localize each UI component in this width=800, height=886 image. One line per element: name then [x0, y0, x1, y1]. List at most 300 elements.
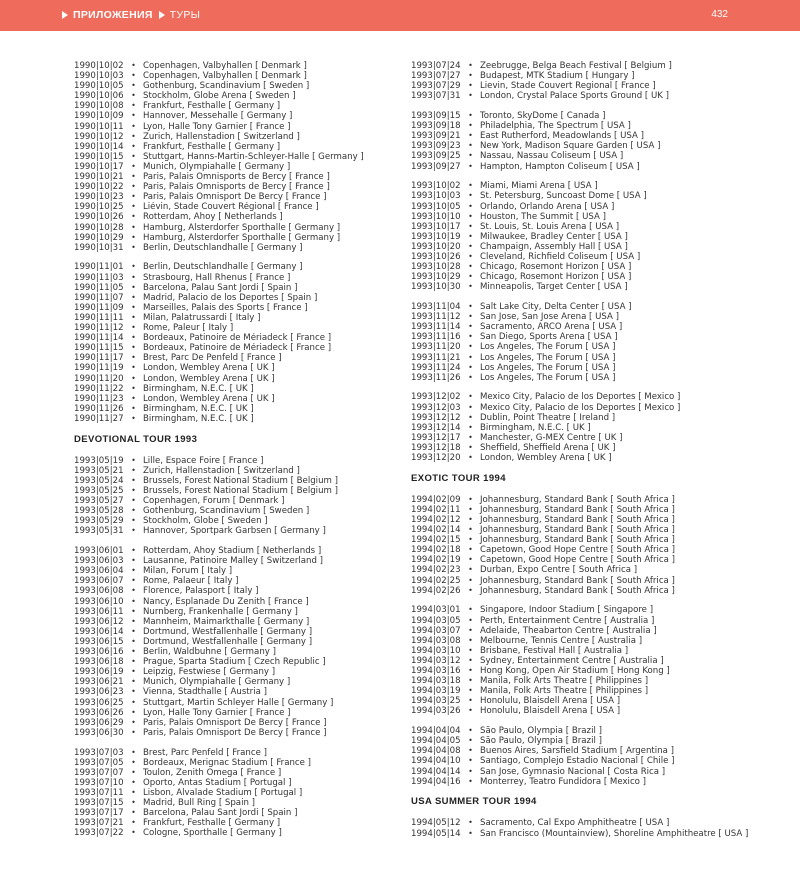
concert-venue: Birmingham, N.E.C. [ UK ] [143, 413, 254, 424]
concert-date: 1993|11|26 [411, 372, 461, 383]
bullet-icon: • [131, 323, 136, 333]
bullet-icon: • [468, 686, 473, 696]
concert-row [411, 312, 751, 322]
bullet-icon: • [468, 828, 473, 838]
concert-row [74, 374, 414, 384]
concert-venue: St. Louis, St. Louis Arena [ USA ] [480, 221, 620, 232]
concert-row [74, 101, 414, 111]
concert-venue: Brisbane, Festival Hall [ Australia ] [480, 645, 629, 656]
concert-date: 1993|06|26 [74, 707, 124, 718]
concert-venue: Lyon, Halle Tony Garnier [ France ] [143, 121, 291, 132]
concert-date: 1993|06|07 [74, 576, 124, 587]
concert-date: 1993|06|10 [74, 596, 124, 607]
concert-date: 1993|10|02 [411, 181, 461, 192]
concert-venue: Toronto, SkyDome [ Canada ] [480, 111, 606, 122]
concert-venue: Houston, The Summit [ USA ] [480, 211, 606, 222]
concert-date: 1993|06|30 [74, 727, 124, 738]
bullet-icon: • [131, 727, 136, 737]
bullet-icon: • [131, 626, 136, 636]
concert-row [411, 353, 751, 363]
bullet-icon: • [131, 161, 136, 171]
bullet-icon: • [131, 71, 136, 81]
concert-row [74, 597, 414, 607]
concert-venue: Dortmund, Westfallenhalle [ Germany ] [143, 636, 313, 647]
concert-row [74, 576, 414, 586]
concert-date: 1993|06|21 [74, 677, 124, 688]
bullet-icon: • [131, 373, 136, 383]
concert-date: 1990|11|14 [74, 333, 124, 344]
bullet-icon: • [468, 565, 473, 575]
concert-row [74, 71, 414, 81]
concert-date: 1990|10|21 [74, 172, 124, 183]
concert-date: 1990|10|28 [74, 222, 124, 233]
concert-row [74, 607, 414, 617]
concert-venue: Hampton, Hampton Coliseum [ USA ] [480, 161, 640, 172]
concert-venue: Paris, Palais Omnisport De Bercy [ France ] [143, 192, 327, 203]
concert-row [411, 565, 751, 575]
concert-row [411, 342, 751, 352]
bullet-icon: • [131, 516, 136, 526]
concert-venue: Milwaukee, Bradley Center [ USA ] [480, 231, 628, 242]
concert-date: 1994|04|04 [411, 726, 461, 737]
concert-date: 1993|06|18 [74, 657, 124, 668]
concert-venue: Chicago, Rosemont Horizon [ USA ] [480, 272, 632, 283]
concert-venue: Sydney, Entertainment Centre [ Australia ] [480, 655, 664, 666]
concert-venue: East Rutherford, Meadowlands [ USA ] [480, 131, 644, 142]
concert-date: 1990|10|15 [74, 151, 124, 162]
concert-row [411, 71, 751, 81]
concert-row [74, 152, 414, 162]
concert-date: 1993|09|21 [411, 131, 461, 142]
bullet-icon: • [131, 363, 136, 373]
concert-date: 1990|10|11 [74, 121, 124, 132]
concert-date: 1993|09|15 [411, 111, 461, 122]
concert-row [411, 111, 751, 121]
concert-row [411, 252, 751, 262]
bullet-icon: • [468, 504, 473, 514]
bullet-icon: • [468, 272, 473, 282]
concert-venue: Manila, Folk Arts Theatre [ Philippines ] [480, 676, 649, 687]
concert-row [411, 202, 751, 212]
concert-venue: São Paulo, Olympia [ Brazil ] [480, 736, 602, 747]
concert-venue: Bordeaux, Patinoire de Mériadeck [ France ] [143, 343, 332, 354]
concert-venue: London, Wembley Arena [ UK ] [143, 393, 275, 404]
concert-venue: San Diego, Sports Arena [ USA ] [480, 332, 618, 343]
concert-row [411, 646, 751, 656]
concert-venue: Munich, Olympiahalle [ Germany ] [143, 677, 291, 688]
bullet-icon: • [131, 596, 136, 606]
concert-row [411, 706, 751, 716]
concert-row [74, 798, 414, 808]
concert-venue: Sheffield, Sheffield Arena [ UK ] [480, 442, 616, 453]
concert-row [74, 768, 414, 778]
concert-date: 1993|06|25 [74, 697, 124, 708]
concert-venue: New York, Madison Square Garden [ USA ] [480, 141, 661, 152]
concert-date: 1990|11|05 [74, 282, 124, 293]
bullet-icon: • [468, 111, 473, 121]
concert-date: 1990|11|07 [74, 292, 124, 303]
concert-date: 1993|09|25 [411, 151, 461, 162]
concert-venue: Los Angeles, The Forum [ USA ] [480, 342, 616, 353]
bullet-icon: • [468, 251, 473, 261]
bullet-icon: • [468, 392, 473, 402]
concert-venue: Johannesburg, Standard Bank [ South Africa ] [480, 494, 675, 505]
bullet-icon: • [131, 657, 136, 667]
concert-venue: Salt Lake City, Delta Center [ USA ] [480, 302, 632, 313]
concert-date: 1993|07|29 [411, 81, 461, 92]
bullet-icon: • [131, 222, 136, 232]
concert-date: 1993|09|23 [411, 141, 461, 152]
concert-venue: Gothenburg, Scandinavium [ Sweden ] [143, 81, 310, 92]
concert-date: 1993|05|24 [74, 475, 124, 486]
concert-venue: Zeebrugge, Belga Beach Festival [ Belgium ] [480, 61, 672, 71]
date-group [74, 546, 414, 738]
bullet-icon: • [131, 798, 136, 808]
tour-title: DEVOTIONAL TOUR 1993 [74, 433, 198, 445]
concert-row [74, 182, 414, 192]
concert-venue: Bordeaux, Merignac Stadium [ France ] [143, 757, 312, 768]
concert-date: 1994|02|15 [411, 535, 461, 546]
concert-date: 1994|05|12 [411, 818, 461, 829]
bullet-icon: • [131, 343, 136, 353]
bullet-icon: • [131, 697, 136, 707]
bullet-icon: • [468, 726, 473, 736]
concert-venue: Stockholm, Globe [ Sweden ] [143, 516, 268, 527]
concert-date: 1990|11|20 [74, 373, 124, 384]
concert-row [411, 413, 751, 423]
date-group [74, 262, 414, 424]
bullet-icon: • [468, 605, 473, 615]
concert-venue: Paris, Palais Omnisport De Bercy [ France ] [143, 717, 327, 728]
concert-row [74, 404, 414, 414]
bullet-icon: • [468, 181, 473, 191]
concert-date: 1990|10|22 [74, 182, 124, 193]
concert-row [411, 363, 751, 373]
concert-row [411, 162, 751, 172]
concert-date: 1993|10|29 [411, 272, 461, 283]
bullet-icon: • [131, 647, 136, 657]
concert-row [74, 394, 414, 404]
concert-row [74, 698, 414, 708]
concert-venue: San Jose, Gymnasio Nacional [ Costa Rica ] [480, 766, 666, 777]
bullet-icon: • [131, 151, 136, 161]
concert-row [411, 777, 751, 787]
bullet-icon: • [468, 131, 473, 141]
concert-venue: Florence, Palasport [ Italy ] [143, 586, 259, 597]
concert-venue: Monterrey, Teatro Fundidora [ Mexico ] [480, 776, 647, 787]
concert-venue: Capetown, Good Hope Centre [ South Africa ] [480, 545, 675, 556]
concert-date: 1990|10|05 [74, 81, 124, 92]
concert-date: 1993|12|03 [411, 402, 461, 413]
bullet-icon: • [468, 282, 473, 292]
concert-venue: Sacramento, ARCO Arena [ USA ] [480, 322, 623, 333]
concert-row [74, 384, 414, 394]
concert-row [74, 828, 414, 838]
bullet-icon: • [468, 676, 473, 686]
concert-row [74, 262, 414, 272]
concert-venue: Hannover, Sportpark Garbsen [ Germany ] [143, 526, 326, 537]
concert-date: 1990|10|29 [74, 232, 124, 243]
bullet-icon: • [131, 182, 136, 192]
concert-venue: London, Wembley Arena [ UK ] [143, 373, 275, 384]
concert-date: 1993|12|12 [411, 412, 461, 423]
bullet-icon: • [131, 546, 136, 556]
concert-date: 1993|07|10 [74, 777, 124, 788]
concert-venue: Cologne, Sporthalle [ Germany ] [143, 828, 282, 839]
concert-venue: Hamburg, Alsterdorfer Sporthalle [ Germany ] [143, 232, 341, 243]
concert-date: 1993|07|07 [74, 767, 124, 778]
bullet-icon: • [131, 707, 136, 717]
bullet-icon: • [468, 231, 473, 241]
concert-date: 1990|11|19 [74, 363, 124, 374]
concert-venue: Stockholm, Globe Arena [ Sweden ] [143, 91, 296, 102]
bullet-icon: • [468, 362, 473, 372]
concert-date: 1990|11|01 [74, 262, 124, 273]
concert-date: 1994|04|10 [411, 756, 461, 767]
concert-row [74, 748, 414, 758]
bullet-icon: • [468, 151, 473, 161]
concert-row [411, 272, 751, 282]
concert-date: 1993|07|21 [74, 818, 124, 829]
concert-date: 1994|03|25 [411, 696, 461, 707]
concert-venue: Lille, Espace Foire [ France ] [143, 455, 264, 466]
bullet-icon: • [131, 787, 136, 797]
concert-row [411, 505, 751, 515]
concert-date: 1990|10|03 [74, 71, 124, 82]
concert-row [411, 262, 751, 272]
concert-row [74, 506, 414, 516]
bullet-icon: • [468, 545, 473, 555]
concert-date: 1993|11|04 [411, 302, 461, 313]
concert-row [74, 293, 414, 303]
concert-row [74, 343, 414, 353]
bullet-icon: • [468, 422, 473, 432]
concert-venue: Miami, Miami Arena [ USA ] [480, 181, 598, 192]
concert-row [74, 223, 414, 233]
concert-date: 1993|07|03 [74, 747, 124, 758]
bullet-icon: • [468, 141, 473, 151]
concert-venue: Paris, Palais Omnisports de Bercy [ France ] [143, 172, 330, 183]
concert-row [74, 637, 414, 647]
concert-date: 1993|07|15 [74, 798, 124, 809]
concert-date: 1990|10|26 [74, 212, 124, 223]
bullet-icon: • [131, 272, 136, 282]
bullet-icon: • [131, 383, 136, 393]
concert-date: 1993|10|20 [411, 241, 461, 252]
concert-date: 1990|11|11 [74, 312, 124, 323]
concert-row [411, 676, 751, 686]
concert-venue: Paris, Palais Omnisport De Bercy [ France ] [143, 727, 327, 738]
concert-date: 1990|10|14 [74, 141, 124, 152]
concert-venue: Copenhagen, Valbyhallen [ Denmark ] [143, 71, 307, 82]
bullet-icon: • [131, 111, 136, 121]
concert-row [74, 283, 414, 293]
concert-date: 1994|03|08 [411, 635, 461, 646]
concert-row [74, 516, 414, 526]
date-group [411, 726, 751, 787]
date-group [411, 111, 751, 172]
concert-venue: Budapest, MTK Stadium [ Hungary ] [480, 71, 635, 82]
bullet-icon: • [131, 91, 136, 101]
concert-row [74, 466, 414, 476]
bullet-icon: • [131, 312, 136, 322]
concert-date: 1993|09|18 [411, 121, 461, 132]
bullet-icon: • [131, 403, 136, 413]
concert-date: 1990|11|26 [74, 403, 124, 414]
concert-venue: Champaign, Assembly Hall [ USA ] [480, 241, 628, 252]
concert-row [411, 818, 751, 828]
concert-date: 1994|02|19 [411, 555, 461, 566]
concert-row [411, 282, 751, 292]
concert-date: 1994|03|10 [411, 645, 461, 656]
concert-date: 1994|04|08 [411, 746, 461, 757]
concert-row [74, 496, 414, 506]
bullet-icon: • [131, 667, 136, 677]
right-column [411, 61, 751, 848]
bullet-icon: • [131, 757, 136, 767]
concert-row [411, 576, 751, 586]
concert-row [411, 616, 751, 626]
bullet-icon: • [131, 767, 136, 777]
concert-venue: Johannesburg, Standard Bank [ South Africa ] [480, 535, 675, 546]
bullet-icon: • [468, 201, 473, 211]
concert-date: 1994|03|01 [411, 605, 461, 616]
concert-venue: Hong Kong, Open Air Stadium [ Hong Kong ] [480, 666, 670, 676]
concert-venue: Johannesburg, Standard Bank [ South Africa ] [480, 504, 675, 515]
bullet-icon: • [131, 212, 136, 222]
concert-venue: Nassau, Nassau Coliseum [ USA ] [480, 151, 624, 162]
concert-row [411, 656, 751, 666]
bullet-icon: • [468, 81, 473, 91]
concert-date: 1994|02|14 [411, 525, 461, 536]
bullet-icon: • [468, 766, 473, 776]
concert-row [411, 151, 751, 161]
bullet-icon: • [131, 496, 136, 506]
concert-row [74, 162, 414, 172]
concert-venue: Manchester, G-MEX Centre [ UK ] [480, 432, 623, 443]
concert-date: 1993|10|10 [411, 211, 461, 222]
concert-venue: San Francisco (Mountainview), Shoreline Amphitheatre [ USA ] [480, 828, 749, 839]
tour-title: EXOTIC TOUR 1994 [411, 472, 506, 484]
concert-date: 1990|10|12 [74, 131, 124, 142]
concert-venue: Madrid, Bull Ring [ Spain ] [143, 798, 255, 809]
page-number: 432 [711, 9, 728, 20]
bullet-icon: • [468, 776, 473, 786]
date-group [411, 61, 751, 101]
concert-date: 1990|11|15 [74, 343, 124, 354]
concert-venue: Copenhagen, Forum [ Denmark ] [143, 496, 285, 507]
bullet-icon: • [131, 526, 136, 536]
concert-row [74, 647, 414, 657]
concert-date: 1993|11|24 [411, 362, 461, 373]
concert-row [74, 142, 414, 152]
bullet-icon: • [468, 555, 473, 565]
bullet-icon: • [131, 172, 136, 182]
concert-row [74, 808, 414, 818]
concert-venue: Johannesburg, Standard Bank [ South Africa ] [480, 525, 675, 536]
concert-venue: Barcelona, Palau Sant Jordi [ Spain ] [143, 808, 298, 819]
concert-venue: Vienna, Stadthalle [ Austria ] [143, 687, 267, 698]
bullet-icon: • [468, 161, 473, 171]
concert-row [411, 829, 751, 839]
bullet-icon: • [468, 211, 473, 221]
bullet-icon: • [131, 353, 136, 363]
concert-venue: Buenos Aires, Sarsfield Stadium [ Argentina ] [480, 746, 674, 757]
concert-date: 1993|07|22 [74, 828, 124, 839]
bullet-icon: • [468, 575, 473, 585]
concert-venue: Sacramento, Cal Expo Amphitheatre [ USA ] [480, 818, 670, 829]
concert-date: 1994|05|14 [411, 828, 461, 839]
concert-date: 1990|10|02 [74, 61, 124, 71]
concert-row [411, 605, 751, 615]
concert-venue: Chicago, Rosemont Horizon [ USA ] [480, 262, 632, 273]
bullet-icon: • [131, 777, 136, 787]
concert-row [74, 657, 414, 667]
concert-venue: Zurich, Hallenstadion [ Switzerland ] [143, 465, 300, 476]
concert-row [74, 132, 414, 142]
concert-venue: Berlin, Deutschlandhalle [ Germany ] [143, 262, 303, 273]
bullet-icon: • [468, 442, 473, 452]
concert-date: 1993|05|19 [74, 455, 124, 466]
concert-venue: Brussels, Forest National Stadium [ Belgium ] [143, 475, 338, 486]
concert-venue: Frankfurt, Festhalle [ Germany ] [143, 818, 281, 829]
triangle-right-icon [62, 11, 68, 19]
concert-row [411, 91, 751, 101]
concert-row [411, 545, 751, 555]
concert-row [74, 667, 414, 677]
concert-date: 1993|06|12 [74, 616, 124, 627]
concert-venue: Hannover, Messehalle [ Germany ] [143, 111, 293, 122]
concert-date: 1993|06|14 [74, 626, 124, 637]
concert-row [74, 687, 414, 697]
concert-row [411, 453, 751, 463]
concert-date: 1993|10|26 [411, 251, 461, 262]
bullet-icon: • [468, 585, 473, 595]
concert-date: 1993|11|14 [411, 322, 461, 333]
concert-venue: Nurnberg, Frankenhalle [ Germany ] [143, 606, 298, 617]
concert-venue: Nancy, Esplanade Du Zenith [ France ] [143, 596, 309, 607]
concert-venue: Frankfurt, Festhalle [ Germany ] [143, 141, 281, 152]
concert-row [411, 515, 751, 525]
concert-row [74, 476, 414, 486]
concert-venue: Melbourne, Tennis Centre [ Australia ] [480, 635, 643, 646]
concert-date: 1993|11|21 [411, 352, 461, 363]
concert-row [74, 192, 414, 202]
bullet-icon: • [468, 262, 473, 272]
concert-date: 1990|11|27 [74, 413, 124, 424]
concert-venue: Philadelphia, The Spectrum [ USA ] [480, 121, 631, 132]
concert-date: 1993|12|17 [411, 432, 461, 443]
concert-venue: Mexico City, Palacio de los Deportes [ Mexico ] [480, 402, 681, 413]
concert-venue: Rome, Paleur [ Italy ] [143, 323, 234, 334]
concert-date: 1990|11|09 [74, 302, 124, 313]
concert-row [411, 756, 751, 766]
concert-date: 1993|05|25 [74, 485, 124, 496]
concert-date: 1994|02|26 [411, 585, 461, 596]
concert-row [74, 202, 414, 212]
concert-venue: St. Petersburg, Suncoast Dome [ USA ] [480, 191, 647, 202]
bullet-icon: • [468, 736, 473, 746]
concert-row [74, 456, 414, 466]
bullet-icon: • [131, 101, 136, 111]
breadcrumb-subsection: ТУРЫ [169, 9, 201, 21]
bullet-icon: • [468, 91, 473, 101]
bullet-icon: • [468, 535, 473, 545]
bullet-icon: • [468, 494, 473, 504]
concert-date: 1990|10|17 [74, 161, 124, 172]
concert-date: 1993|12|18 [411, 442, 461, 453]
concert-row [74, 111, 414, 121]
